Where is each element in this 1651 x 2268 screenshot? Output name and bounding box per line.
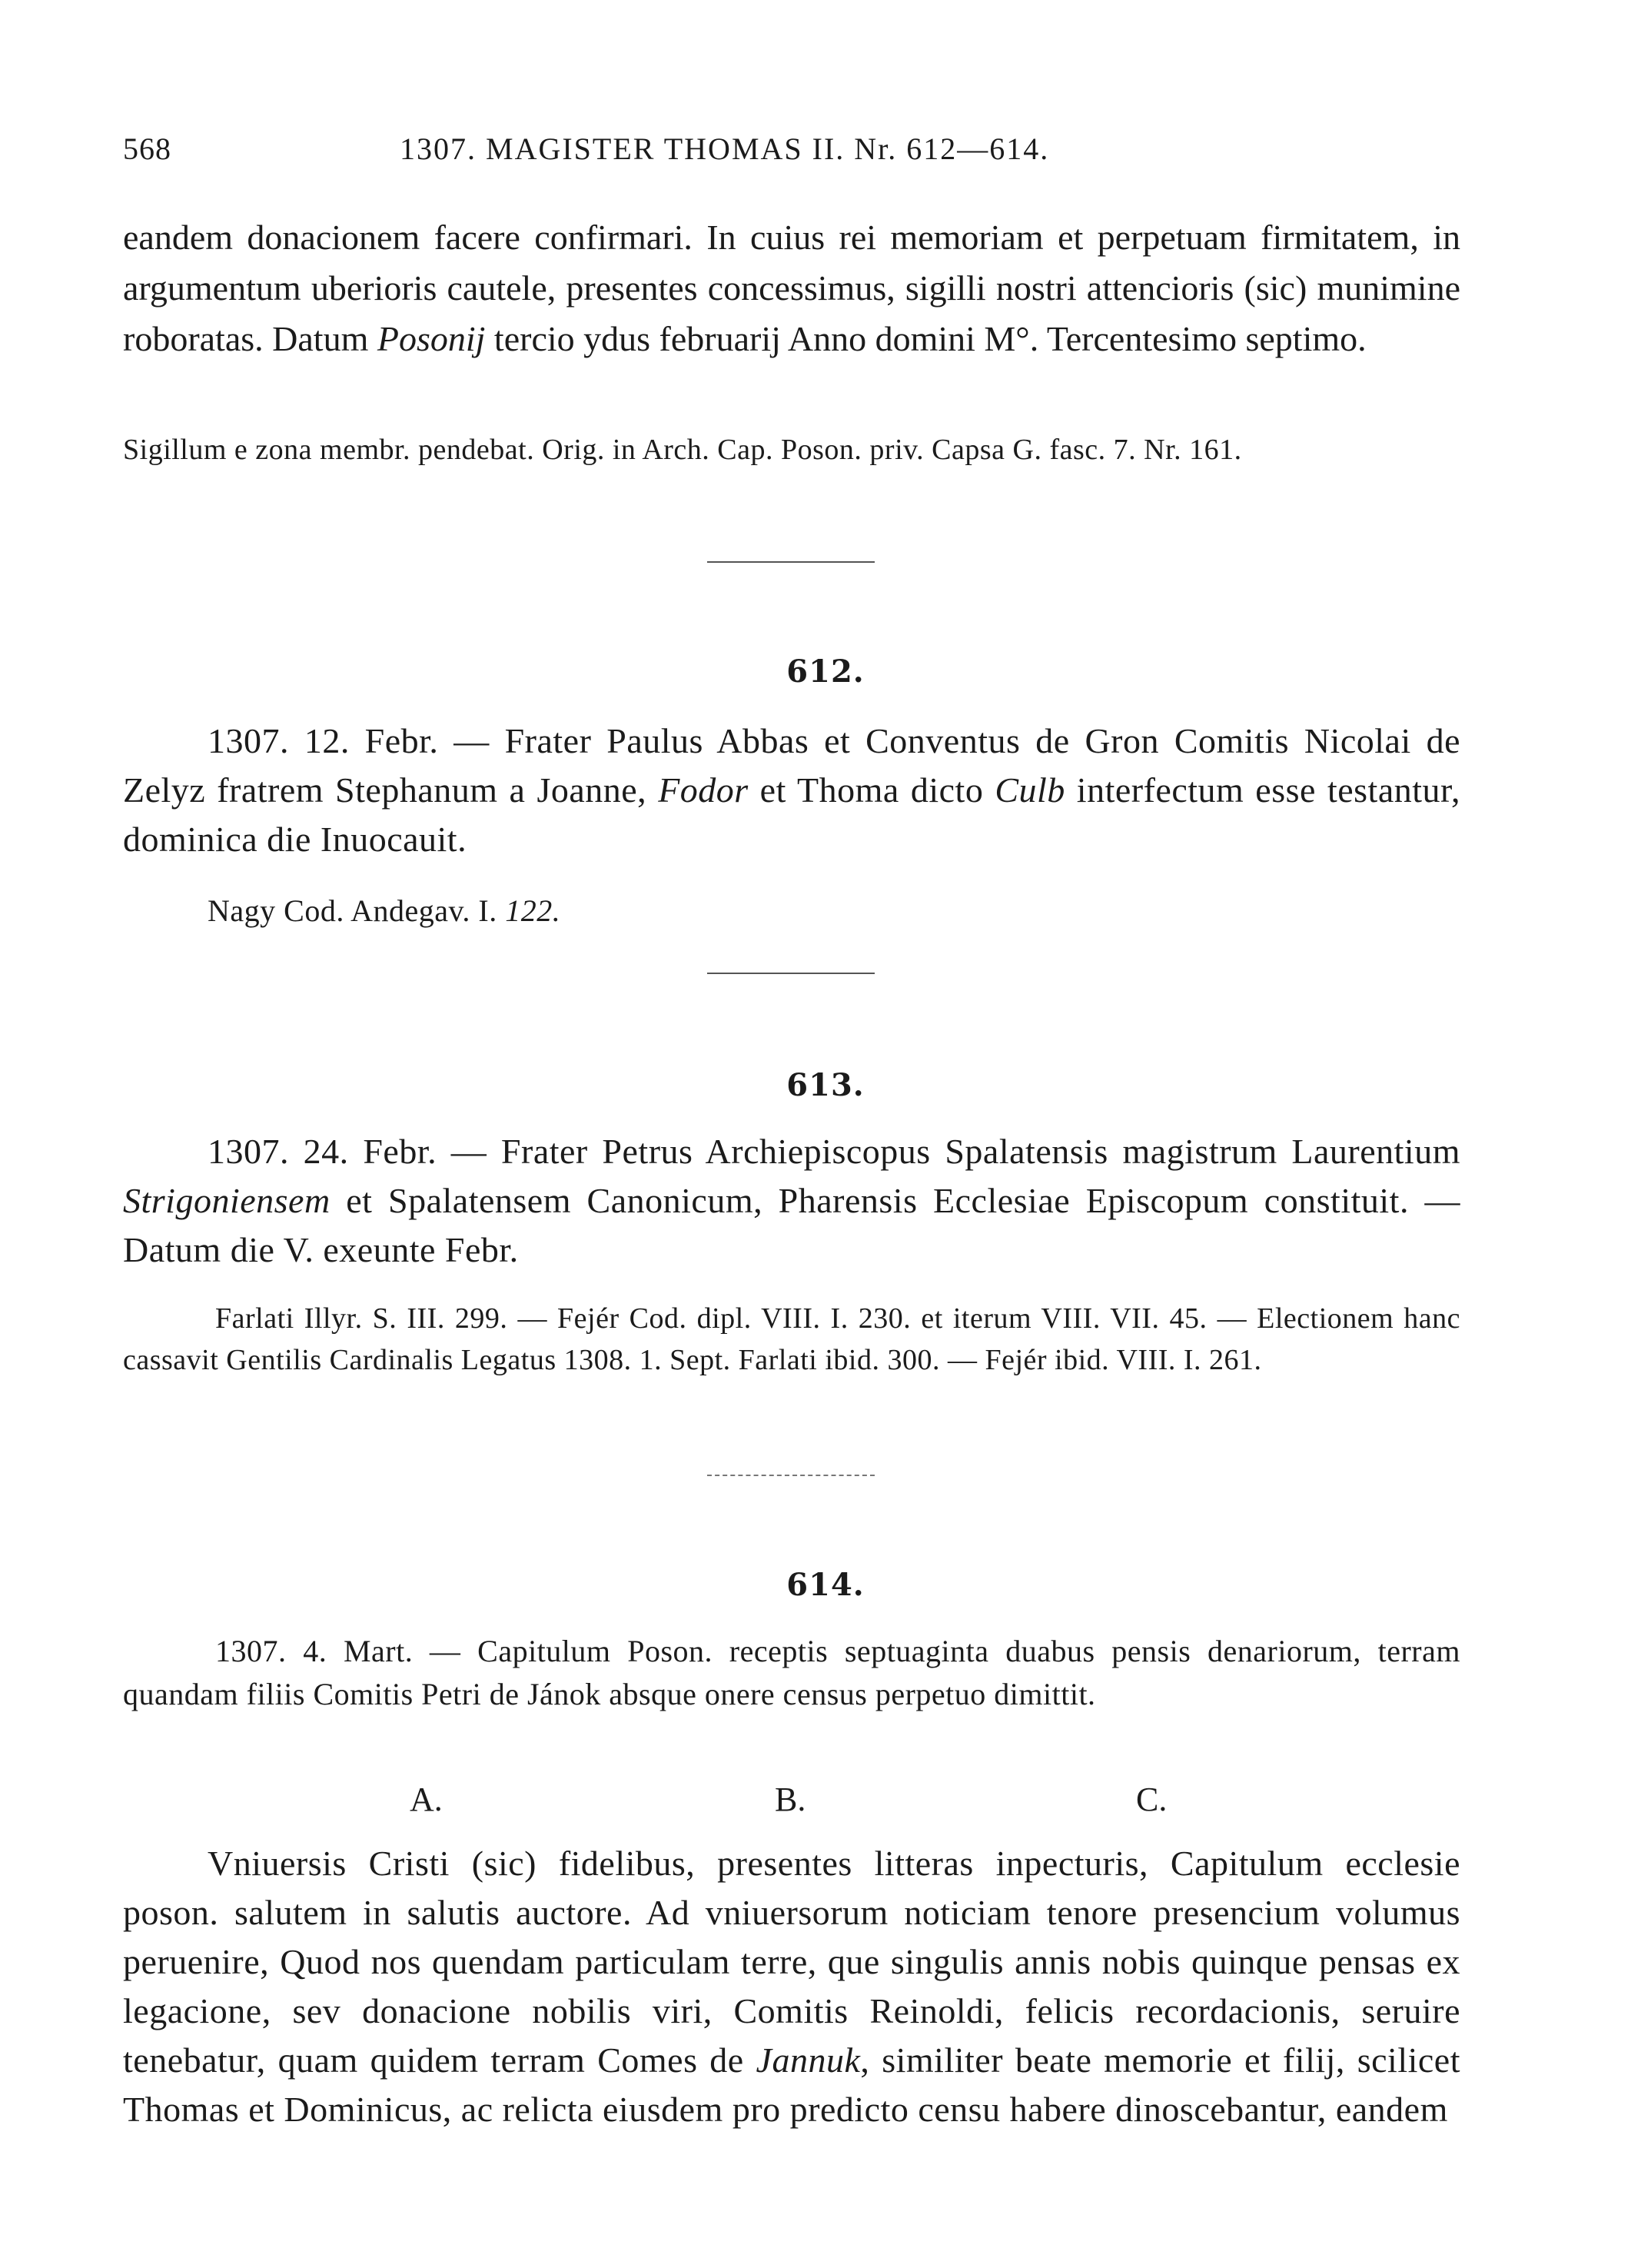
place-name-jannuk: Jannuk [756,2040,861,2080]
document-number-613: 613. [786,1067,865,1103]
name-culb: Culb [995,770,1065,810]
continuation-text-b: tercio ydus februarij Anno domini M°. Tercentesimo septimo. [485,319,1367,358]
name-strigoniensem: Strigoniensem [123,1181,331,1220]
summary-612-c: interfectum esse testantur, dominica die Inuocauit. [123,770,1460,859]
source-612-page: 122. [505,893,561,928]
section-divider [707,561,875,563]
version-label-b: B. [775,1781,806,1818]
charter-text-a: Vniuersis Cristi (sic) fidelibus, presentes litteras inpecturis, Capitulum ecclesie poson. salutem in salutis auctore. Ad vniuersorum noticiam tenore presencium volumus peruenire, Quod nos quendam particulam terre, que singulis annis nobis quinque pensas ex legacione, sev donacione nobilis viri, Comitis Reinoldi, felicis recordacionis, seruire tenebatur, quam quidem terram Comes de [123,1844,1460,2080]
summary-612 [123,717,1460,864]
document-number-612: 612. [786,653,865,690]
source-note-613: Farlati Illyr. S. III. 299. — Fejér Cod. dipl. VIII. I. 230. et iterum VIII. VII. 45. — Electionem hanc cassavit Gentilis Cardinalis Legatus 1308. 1. Sept. Farlati ibid. 300. — Fejér ibid. VIII. I. 261. [123,1302,1460,1376]
name-fodor: Fodor [658,770,749,810]
charter-text-614 [123,1839,1460,2134]
continuation-source-note: Sigillum e zona membr. pendebat. Orig. in Arch. Cap. Poson. priv. Capsa G. fasc. 7. Nr. 161. [123,434,1242,466]
version-label-c: C. [1136,1781,1168,1818]
continuation-text [123,212,1460,364]
summary-613 [123,1127,1460,1275]
summary-612-a: 1307. 12. Febr. — Frater Paulus Abbas et Conventus de Gron Comitis Nicolai de Zelyz fratrem Stephanum a Joanne, [123,721,1460,810]
section-divider [707,1475,875,1476]
running-head: 1307. MAGISTER THOMAS II. Nr. 612—614. [400,131,1050,166]
continuation-text-a: eandem donacionem facere confirmari. In cuius rei memoriam et perpetuam firmitatem, in argumentum uberioris cautele, presentes concessimus, sigilli nostri attencioris (sic) munimine roboratas. Datum [123,218,1460,358]
source-612-prefix: Nagy Cod. Andegav. I. [208,893,506,928]
summary-612-b: et Thoma dicto [748,770,995,810]
page-number: 568 [123,131,171,166]
summary-613-b: et Spalatensem Canonicum, Pharensis Ecclesiae Episcopum constituit. — Datum die V. exeunte Febr. [123,1181,1460,1269]
summary-614: 1307. 4. Mart. — Capitulum Poson. receptis septuaginta duabus pensis denariorum, terram quandam filiis Comitis Petri de Jánok absque onere census perpetuo dimittit. [123,1634,1460,1711]
document-number-614: 614. [786,1567,865,1603]
charter-text-b: , similiter beate memorie et filij, scilicet Thomas et Dominicus, ac relicta eiusdem pro predicto censu habere dinoscebantur, eandem [123,2040,1460,2129]
page-header [0,131,1651,177]
summary-613-a: 1307. 24. Febr. — Frater Petrus Archiepiscopus Spalatensis magistrum Laurentium [208,1132,1460,1171]
source-note-612 [208,890,1437,932]
version-label-a: A. [410,1781,443,1818]
place-name-posonij: Posonij [377,319,486,358]
section-divider [707,973,875,974]
version-labels [0,1780,1651,1826]
